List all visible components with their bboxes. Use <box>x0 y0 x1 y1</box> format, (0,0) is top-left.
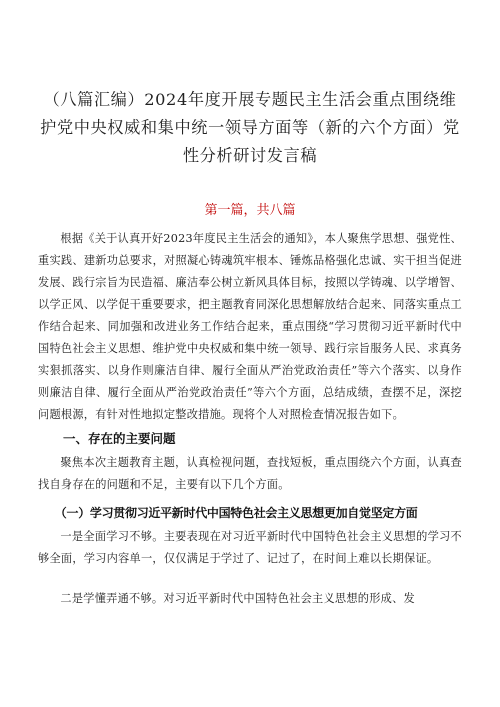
point-one-paragraph: 一是全面学习不够。主要表现在对习近平新时代中国特色社会主义思想的学习不够全面，学习内容单一，仅仅满足于学过了、记过了，在时间上难以长期保证。 <box>38 530 462 565</box>
section-banner: 第一篇，共八篇 <box>204 203 296 218</box>
heading-main-problems: 一、存在的主要问题 <box>63 431 176 446</box>
point-two-paragraph: 二是学懂弄通不够。对习近平新时代中国特色社会主义思想的形成、发 <box>60 592 415 605</box>
document-title: （八篇汇编）2024年度开展专题民主生活会重点围绕维护党中央权威和集中统一领导方面等（新的六个方面）党性分析研讨发言稿 <box>40 90 460 165</box>
subheading-study-thought: （一）学习贯彻习近平新时代中国特色社会主义思想更加自觉坚定方面 <box>54 506 418 520</box>
intro-paragraph: 根据《关于认真开好2023年度民主生活会的通知》，本人聚焦学思想、强党性、重实践、建新功总要求，对照凝心铸魂筑牢根本、锤炼品格强化忠诚、实干担当促进发展、践行宗旨为民造福、廉洁奉公树立新风具体目标，按照以学铸魂、以学增智、以学正风、以学促干重要要求，把主题教育同深化思想解放结合起来、同落实重点工作结合起来、同加强和改进业务工作结合起来，重点围绕“学习贯彻习近平新时代中国特色社会主义思想、维护党中央权威和集中统一领导、践行宗旨服务人民、求真务实狠抓落实、以身作则廉洁自律、履行全面从严治党政治责任”等六个落实、以身作则廉洁自律、履行全面从严治党政治责任”等六个方面，总结成绩，查摆不足，深挖问题根源，有针对性地拟定整改措施。现将个人对照检查情况报告如下。 <box>38 232 462 421</box>
problems-intro-paragraph: 聚焦本次主题教育主题，认真检视问题，查找短板，重点围绕六个方面，认真查找自身存在的问题和不足，主要有以下几个方面。 <box>38 456 462 491</box>
